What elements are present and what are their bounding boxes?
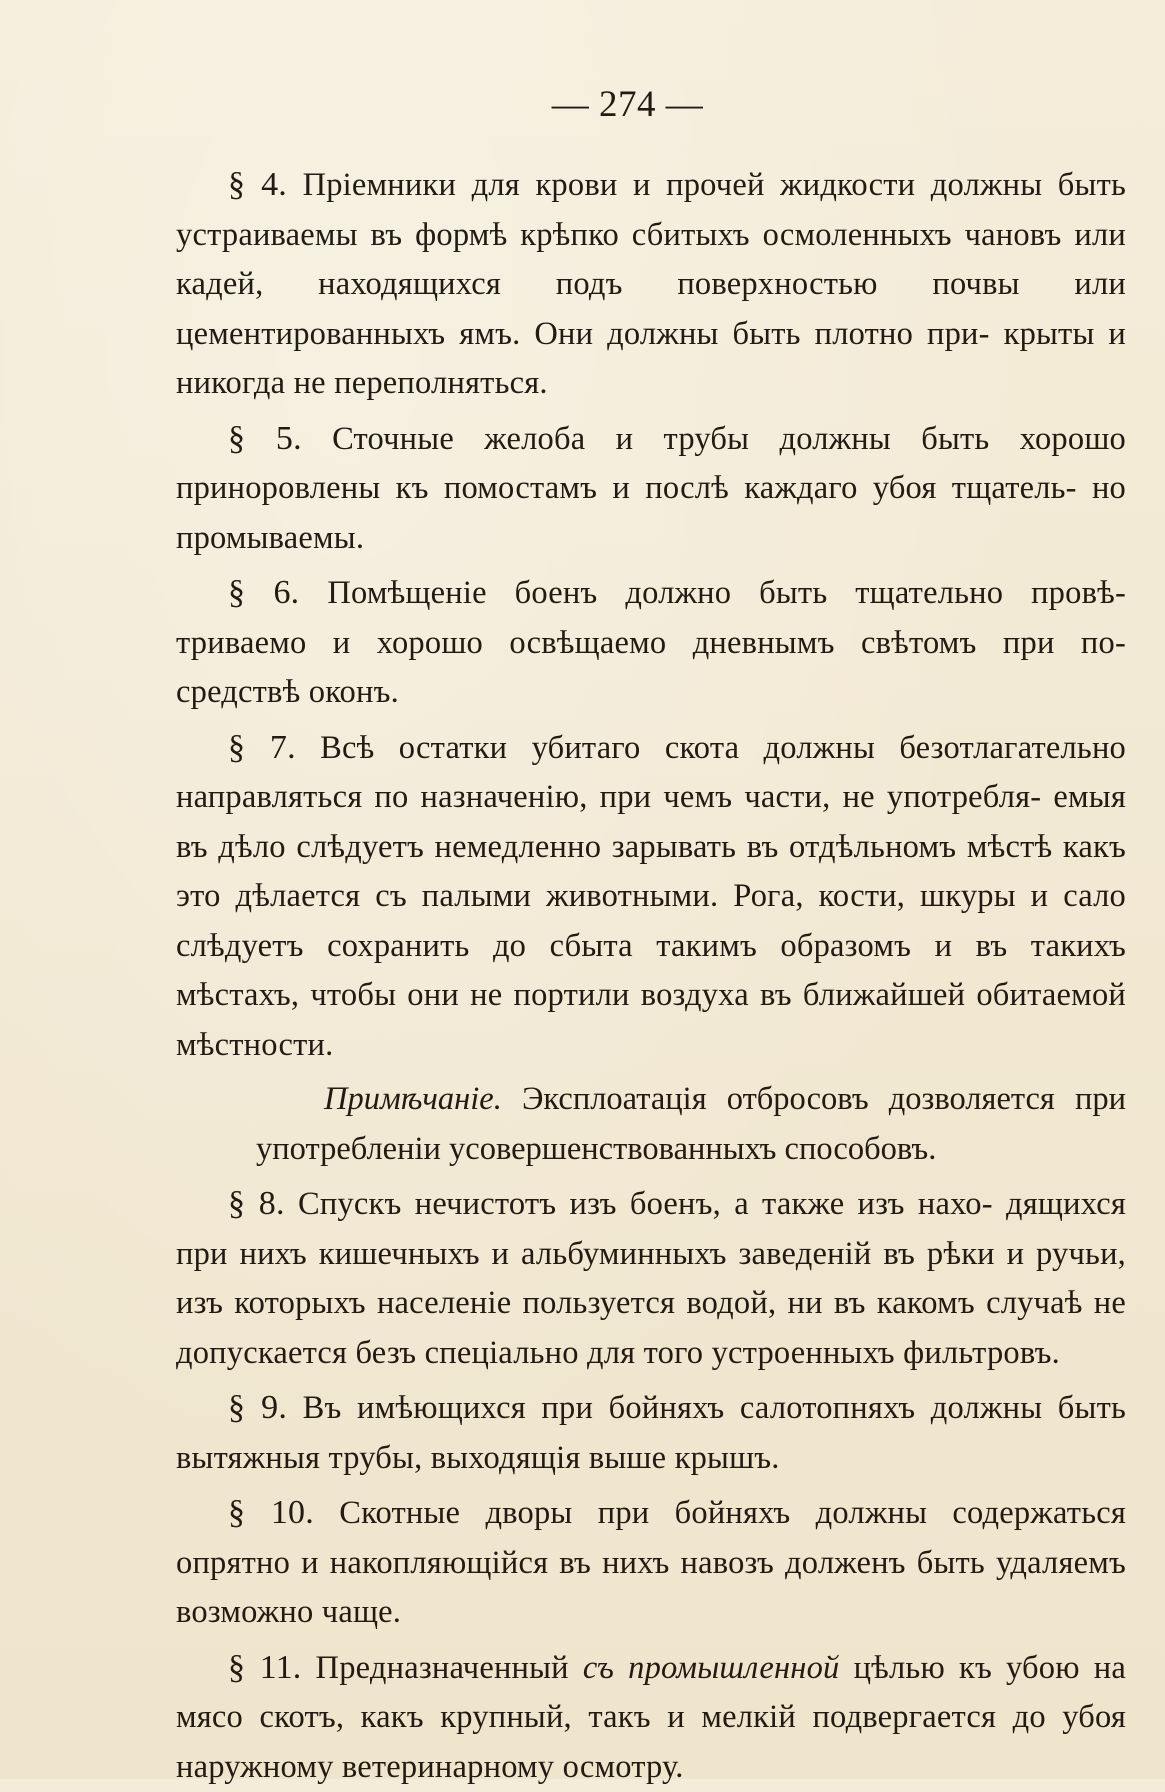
paragraph-text: Пріемники для крови и прочей жидкости должны быть устраиваемы въ формѣ крѣпко сбитыхъ осмоленныхъ чановъ или кадей, находящихся подъ поверхностью почвы или цементированныхъ ямъ. Они должны быть плотно при- крыты и никогда не переполняться. [176, 167, 1126, 401]
paragraph-5 [176, 414, 1126, 564]
section-number: § 9. [228, 1389, 287, 1426]
note-label: Примѣчаніе. [324, 1081, 502, 1117]
page-body [176, 160, 1126, 1792]
paragraph-11 [176, 1643, 1126, 1792]
paragraph-7 [176, 723, 1126, 1071]
section-number: § 5. [228, 420, 302, 457]
paragraph-text: Всѣ остатки убитаго скота должны безотлагательно направляться по назначенію, при чемъ части, не употребля- емыя въ дѣло слѣдуетъ немедленно зарывать въ отдѣльномъ мѣстѣ какъ это дѣлается съ палыми животными. Рога, кости, шкуры и сало слѣдуетъ сохранить до сбыта такимъ образомъ и въ такихъ мѣстахъ, чтобы они не портили воздуха въ ближайшей обитаемой мѣстности. [176, 730, 1126, 1063]
emphasized-phrase: съ промышленной [583, 1650, 840, 1686]
section-number: § 10. [228, 1494, 314, 1531]
paragraph-text: Спускъ нечистотъ изъ боенъ, а также изъ нахо- дящихся при нихъ кишечныхъ и альбуминныхъ заведеній въ рѣки и ручьи, изъ которыхъ населеніе пользуется водой, ни въ какомъ случаѣ не допускается безъ спеціально для того устроенныхъ фильтровъ. [176, 1186, 1126, 1371]
paragraph-text-end: цѣлью къ убою на мясо скотъ, какъ крупный, такъ и мелкій подвергается до убоя наружному ветеринарному осмотру. [176, 1650, 1126, 1785]
note-text: Эксплоатація отбросовъ дозволяется при употребленіи усовершенствованныхъ способовъ. [256, 1081, 1126, 1167]
section-number: § 7. [228, 729, 296, 766]
section-number: § 6. [228, 574, 299, 611]
paragraph-8 [176, 1179, 1126, 1378]
paragraph-10 [176, 1488, 1126, 1638]
paragraph-6 [176, 568, 1126, 718]
paragraph-text: Помѣщеніе боенъ должно быть тщательно провѣ- триваемо и хорошо освѣщаемо дневнымъ свѣтомъ при по- средствѣ оконъ. [176, 575, 1126, 710]
paragraph-4 [176, 160, 1126, 409]
page-number: — 274 — [0, 80, 1165, 130]
section-number: § 11. [228, 1649, 301, 1686]
paragraph-text: Скотные дворы при бойняхъ должны содержаться опрятно и накопляющійся въ нихъ навозъ долженъ быть удаляемъ возможно чаще. [176, 1495, 1126, 1630]
paragraph-text-start: Предназначенный [316, 1650, 569, 1686]
paragraph-9 [176, 1383, 1126, 1483]
note-paragraph [176, 1075, 1126, 1174]
paragraph-text: Сточные желоба и трубы должны быть хорошо приноровлены къ помостамъ и послѣ каждаго убоя тщатель- но промываемы. [176, 421, 1126, 556]
section-number: § 4. [228, 166, 287, 203]
paragraph-text: Въ имѣющихся при бойняхъ салотопняхъ должны быть вытяжныя трубы, выходящія выше крышъ. [176, 1390, 1126, 1476]
section-number: § 8. [228, 1185, 285, 1222]
